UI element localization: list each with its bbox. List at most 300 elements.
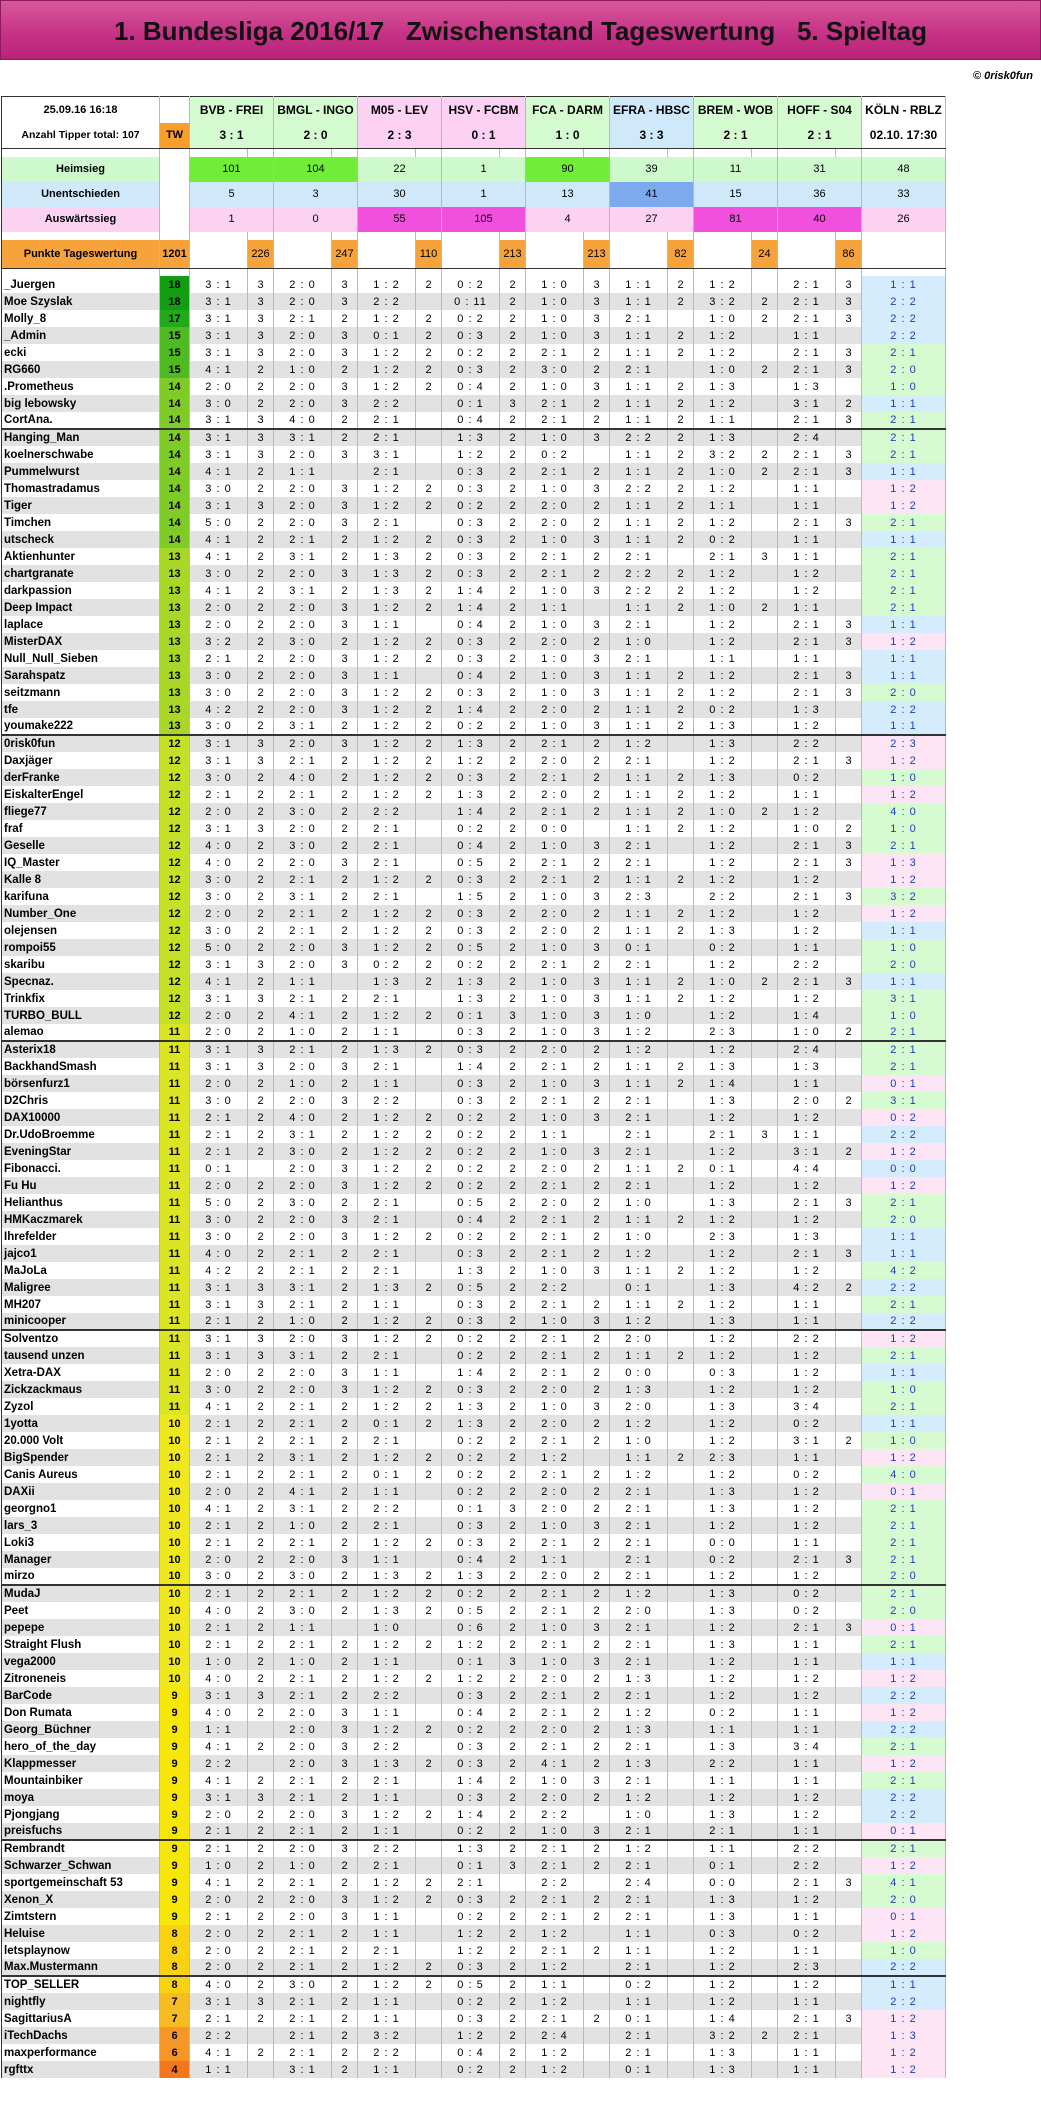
open-tip-cell: 2 : 2 [862,1789,946,1806]
score-cell: 3 [836,752,862,769]
score-cell [416,1789,442,1806]
tip-cell: 1 : 0 [694,310,752,327]
score-cell [668,1585,694,1602]
tip-cell: 1 : 0 [694,361,752,378]
score-cell [752,633,778,650]
score-cell [752,1211,778,1228]
score-cell: 2 [248,1772,274,1789]
tip-cell: 1 : 1 [610,769,668,786]
tip-cell: 2 : 1 [778,854,836,871]
score-cell: 2 [500,1636,526,1653]
stat-tw [160,157,190,182]
tip-cell: 2 : 1 [610,1772,668,1789]
pts-value: 213 [584,240,610,269]
score-cell [584,1976,610,1993]
tw-points: 17 [160,310,190,327]
match-result: 2 : 0 [274,123,358,149]
table-row [2,1296,946,1313]
tip-cell: 1 : 2 [694,1381,752,1398]
tip-cell: 4 : 1 [190,1398,248,1415]
tip-cell: 2 : 1 [442,1874,500,1891]
score-cell: 2 [668,327,694,344]
table-row [2,1959,946,1976]
tip-cell: 1 : 2 [442,1636,500,1653]
score-cell: 2 [332,888,358,905]
score-cell [836,1925,862,1942]
score-cell [416,1908,442,1925]
pts-blank [190,240,248,269]
open-tip-cell: 2 : 1 [862,514,946,531]
score-cell [416,1364,442,1381]
score-cell: 2 [500,2061,526,2078]
tip-cell: 3 : 0 [274,803,332,820]
tip-cell: 2 : 2 [358,2044,416,2061]
score-cell: 2 [416,378,442,395]
tip-cell: 3 : 0 [190,480,248,497]
tip-cell: 1 : 1 [274,973,332,990]
score-cell: 3 [584,327,610,344]
table-row [2,1075,946,1092]
score-cell: 2 [416,786,442,803]
score-cell: 2 [248,1925,274,1942]
table-row [2,1415,946,1432]
tip-cell: 2 : 0 [526,1194,584,1211]
tip-cell: 3 : 0 [190,718,248,735]
table-row [2,1840,946,1857]
tip-cell: 2 : 1 [190,1619,248,1636]
score-cell: 2 [332,752,358,769]
gap-cell [2,268,160,276]
score-cell: 2 [248,1262,274,1279]
tip-cell: 0 : 2 [442,956,500,973]
score-cell: 2 [500,939,526,956]
tip-cell: 0 : 3 [442,1517,500,1534]
score-cell: 2 [500,820,526,837]
tip-cell: 2 : 1 [190,1109,248,1126]
open-tip-cell: 2 : 2 [862,701,946,718]
score-cell: 2 [500,905,526,922]
score-cell [668,1398,694,1415]
score-cell: 2 [668,1058,694,1075]
score-cell: 2 [248,1449,274,1466]
tip-cell: 2 : 4 [610,1874,668,1891]
table-row [2,582,946,599]
table-row [2,1143,946,1160]
score-cell: 2 [332,1415,358,1432]
copyright: © 0risk0fun [972,70,1033,82]
player-name: Specnaz. [2,973,160,990]
score-cell [836,1296,862,1313]
tip-cell: 1 : 0 [274,1024,332,1041]
score-cell: 2 [248,1738,274,1755]
table-row [2,854,946,871]
open-tip-cell: 1 : 0 [862,939,946,956]
score-cell: 2 [500,412,526,429]
score-cell: 2 [500,1942,526,1959]
gap-cell [2,232,160,240]
tip-cell: 1 : 1 [694,497,752,514]
score-cell: 2 [584,1636,610,1653]
tip-cell: 2 : 1 [610,1551,668,1568]
tip-cell: 2 : 1 [190,1432,248,1449]
tip-cell: 2 : 1 [526,1585,584,1602]
tip-cell: 1 : 2 [778,1670,836,1687]
score-cell [752,1568,778,1585]
score-cell: 2 [500,1296,526,1313]
tw-points: 11 [160,1041,190,1058]
tw-points: 9 [160,1687,190,1704]
open-tip-cell: 3 : 1 [862,990,946,1007]
tip-cell: 1 : 2 [358,310,416,327]
tip-cell: 2 : 1 [274,1398,332,1415]
player-name: Number_One [2,905,160,922]
tip-cell: 2 : 2 [358,1840,416,1857]
tip-cell: 2 : 1 [778,310,836,327]
pts-blank [862,240,946,269]
tip-cell: 1 : 2 [358,1534,416,1551]
open-tip-cell: 1 : 1 [862,616,946,633]
gap-cell [610,232,668,240]
tip-cell: 1 : 2 [694,633,752,650]
tip-cell: 1 : 1 [778,327,836,344]
tip-cell: 1 : 2 [694,1007,752,1024]
tw-points: 9 [160,1823,190,1840]
tip-cell: 2 : 0 [274,1840,332,1857]
tip-cell: 1 : 4 [778,1007,836,1024]
score-cell: 2 [668,395,694,412]
tw-points: 13 [160,667,190,684]
gap-cell [694,268,752,276]
tip-cell: 2 : 1 [526,2010,584,2027]
score-cell: 2 [248,1109,274,1126]
player-name: seitzmann [2,684,160,701]
tip-cell: 2 : 1 [274,905,332,922]
tip-cell: 2 : 0 [274,1381,332,1398]
score-cell: 2 [752,599,778,616]
table-row [2,378,946,395]
score-cell: 3 [500,1857,526,1874]
tip-cell: 2 : 0 [274,701,332,718]
tip-cell: 1 : 2 [694,871,752,888]
score-cell: 2 [500,718,526,735]
tip-cell: 2 : 0 [526,786,584,803]
tip-cell: 5 : 0 [190,1194,248,1211]
score-cell [836,1585,862,1602]
open-tip-cell: 1 : 0 [862,1432,946,1449]
score-cell: 2 [584,1211,610,1228]
tw-points: 14 [160,378,190,395]
tip-cell: 2 : 1 [778,514,836,531]
score-cell [668,1857,694,1874]
score-cell [584,820,610,837]
tip-cell: 1 : 0 [526,616,584,633]
score-cell: 3 [332,1228,358,1245]
score-cell: 2 [584,1364,610,1381]
tip-cell: 2 : 1 [778,667,836,684]
open-tip-cell: 1 : 1 [862,667,946,684]
score-cell: 3 [584,650,610,667]
score-cell: 2 [248,1092,274,1109]
tip-cell: 1 : 2 [778,1687,836,1704]
score-cell: 3 [836,276,862,293]
tip-cell: 1 : 0 [526,531,584,548]
score-cell: 2 [500,1687,526,1704]
tip-cell: 3 : 1 [190,497,248,514]
tip-cell: 4 : 1 [190,1738,248,1755]
tip-cell: 1 : 2 [358,1160,416,1177]
table-row [2,990,946,1007]
tip-cell: 1 : 1 [778,1534,836,1551]
tip-cell: 1 : 2 [694,1687,752,1704]
tw-points: 11 [160,1058,190,1075]
tw-points: 10 [160,1483,190,1500]
tw-points: 12 [160,888,190,905]
score-cell [416,820,442,837]
tw-points: 11 [160,1211,190,1228]
open-tip-cell: 2 : 1 [862,1636,946,1653]
score-cell [752,2044,778,2061]
score-cell: 2 [248,480,274,497]
tip-cell: 1 : 1 [610,1925,668,1942]
score-cell: 3 [584,1007,610,1024]
table-row [2,429,946,446]
tip-cell: 1 : 1 [358,1364,416,1381]
score-cell [668,633,694,650]
tip-cell: 2 : 1 [274,1585,332,1602]
tip-cell: 1 : 2 [694,1568,752,1585]
tip-cell: 1 : 2 [358,1007,416,1024]
score-cell: 2 [416,1007,442,1024]
score-cell: 2 [332,1772,358,1789]
score-cell: 2 [500,803,526,820]
tip-cell: 1 : 2 [778,1347,836,1364]
open-tip-cell: 1 : 2 [862,480,946,497]
score-cell [752,718,778,735]
score-cell: 2 [584,1177,610,1194]
score-cell: 3 [584,888,610,905]
tip-cell: 1 : 1 [610,446,668,463]
tip-cell: 3 : 0 [274,1976,332,1993]
score-cell: 2 [248,667,274,684]
tip-cell: 2 : 1 [778,684,836,701]
tip-cell: 2 : 0 [526,1789,584,1806]
score-cell [668,1891,694,1908]
tip-cell: 1 : 1 [526,599,584,616]
tip-cell: 1 : 0 [526,1398,584,1415]
tip-cell: 1 : 2 [778,803,836,820]
tip-cell: 4 : 1 [190,582,248,599]
score-cell: 2 [584,1755,610,1772]
score-cell [836,1381,862,1398]
score-cell: 2 [584,1347,610,1364]
tip-cell: 1 : 1 [778,2044,836,2061]
score-cell: 2 [248,888,274,905]
score-cell: 2 [668,922,694,939]
tw-points: 18 [160,276,190,293]
score-cell: 2 [584,1415,610,1432]
player-name: hero_of_the_day [2,1738,160,1755]
tip-cell: 1 : 1 [358,667,416,684]
score-cell [668,1568,694,1585]
tip-cell: 2 : 1 [778,1551,836,1568]
score-cell: 2 [500,276,526,293]
tip-cell: 3 : 0 [190,769,248,786]
open-tip-cell: 2 : 1 [862,1738,946,1755]
score-cell: 2 [752,463,778,480]
tip-cell: 1 : 2 [610,735,668,752]
tip-cell: 1 : 1 [694,650,752,667]
tip-cell: 1 : 1 [778,497,836,514]
score-cell [752,1517,778,1534]
tip-cell: 1 : 2 [358,361,416,378]
gap-cell [442,149,500,157]
score-cell [752,1245,778,1262]
tip-cell: 1 : 1 [778,1772,836,1789]
score-cell [332,1619,358,1636]
tip-cell: 1 : 0 [610,1194,668,1211]
tip-cell: 2 : 2 [694,1755,752,1772]
score-cell [584,2044,610,2061]
score-cell: 2 [584,548,610,565]
tw-points: 13 [160,650,190,667]
tip-cell: 1 : 2 [694,752,752,769]
gap-cell [160,232,190,240]
score-cell: 2 [500,1194,526,1211]
tip-cell: 1 : 2 [358,1143,416,1160]
score-cell [584,2027,610,2044]
tip-cell: 4 : 0 [190,854,248,871]
score-cell [836,1177,862,1194]
tip-cell: 2 : 1 [274,990,332,1007]
tip-cell: 1 : 3 [778,378,836,395]
tip-cell: 0 : 3 [694,1925,752,1942]
gap-cell [694,232,752,240]
table-row [2,667,946,684]
tip-cell: 2 : 0 [274,1092,332,1109]
tip-cell: 1 : 2 [610,1466,668,1483]
player-name: MisterDAX [2,633,160,650]
score-cell [668,1024,694,1041]
tip-cell: 1 : 1 [610,701,668,718]
score-cell: 2 [584,361,610,378]
score-cell: 2 [668,718,694,735]
tip-cell: 1 : 2 [694,1619,752,1636]
table-row [2,1228,946,1245]
tip-cell: 1 : 3 [694,1908,752,1925]
tip-cell: 1 : 1 [778,2061,836,2078]
tip-cell: 2 : 0 [610,1398,668,1415]
table-row [2,1092,946,1109]
open-tip-cell: 1 : 1 [862,1976,946,1993]
tip-cell: 3 : 4 [778,1398,836,1415]
tip-cell: 2 : 0 [190,599,248,616]
tip-cell: 1 : 2 [526,1449,584,1466]
tip-cell: 3 : 1 [778,1432,836,1449]
tip-cell: 0 : 4 [442,837,500,854]
score-cell: 2 [584,1500,610,1517]
score-cell [416,1517,442,1534]
score-cell: 2 [332,429,358,446]
score-cell [668,1007,694,1024]
score-cell: 2 [248,769,274,786]
tw-points: 11 [160,1330,190,1347]
tip-cell: 2 : 1 [778,752,836,769]
tip-cell: 1 : 2 [358,922,416,939]
score-cell: 2 [332,1466,358,1483]
tw-points: 11 [160,1160,190,1177]
tip-cell: 1 : 1 [694,1721,752,1738]
player-name: vega2000 [2,1653,160,1670]
tip-cell: 0 : 0 [694,1874,752,1891]
tip-cell: 1 : 1 [358,1704,416,1721]
match-result: 1 : 0 [526,123,610,149]
tip-cell: 2 : 1 [610,2044,668,2061]
score-cell: 3 [248,293,274,310]
score-cell: 2 [248,531,274,548]
score-cell [752,1194,778,1211]
tip-cell: 2 : 2 [190,2027,248,2044]
tip-cell: 2 : 1 [274,2010,332,2027]
tip-cell: 0 : 2 [442,1908,500,1925]
tip-cell: 2 : 1 [526,1058,584,1075]
tip-cell: 2 : 1 [274,1262,332,1279]
tip-cell: 2 : 1 [778,2010,836,2027]
score-cell: 3 [332,514,358,531]
tip-cell: 0 : 4 [442,1211,500,1228]
tip-cell: 2 : 0 [274,1330,332,1347]
score-cell: 2 [248,1007,274,1024]
score-cell [752,1551,778,1568]
tip-cell: 3 : 0 [274,1602,332,1619]
tip-cell: 0 : 3 [442,1075,500,1092]
tip-cell: 2 : 1 [526,1891,584,1908]
tip-cell: 0 : 2 [442,1483,500,1500]
score-cell: 2 [332,922,358,939]
tip-cell: 2 : 1 [610,837,668,854]
score-cell: 2 [248,599,274,616]
tip-cell: 1 : 2 [778,1381,836,1398]
table-row [2,480,946,497]
score-cell: 3 [332,276,358,293]
score-cell [836,803,862,820]
tip-cell: 2 : 1 [526,344,584,361]
tip-cell: 2 : 0 [190,1551,248,1568]
tip-cell: 1 : 2 [358,871,416,888]
tip-cell: 1 : 2 [358,1109,416,1126]
score-cell: 2 [332,718,358,735]
tip-cell: 1 : 2 [778,565,836,582]
tip-cell: 1 : 1 [610,803,668,820]
tip-cell: 1 : 2 [610,1313,668,1330]
tip-cell: 2 : 1 [610,1092,668,1109]
tip-cell: 2 : 0 [526,1041,584,1058]
player-name: Heluise [2,1925,160,1942]
tip-cell: 1 : 1 [190,2061,248,2078]
open-tip-cell: 1 : 2 [862,905,946,922]
tip-cell: 2 : 1 [358,429,416,446]
score-cell [752,1755,778,1772]
tip-cell: 1 : 1 [274,463,332,480]
tip-cell: 1 : 0 [274,1857,332,1874]
score-cell [836,1347,862,1364]
tip-cell: 0 : 2 [442,276,500,293]
score-cell: 2 [752,2027,778,2044]
tip-cell: 2 : 1 [610,1517,668,1534]
score-cell [836,1738,862,1755]
tip-cell: 1 : 0 [526,667,584,684]
score-cell: 2 [248,1313,274,1330]
tip-cell: 1 : 0 [526,378,584,395]
